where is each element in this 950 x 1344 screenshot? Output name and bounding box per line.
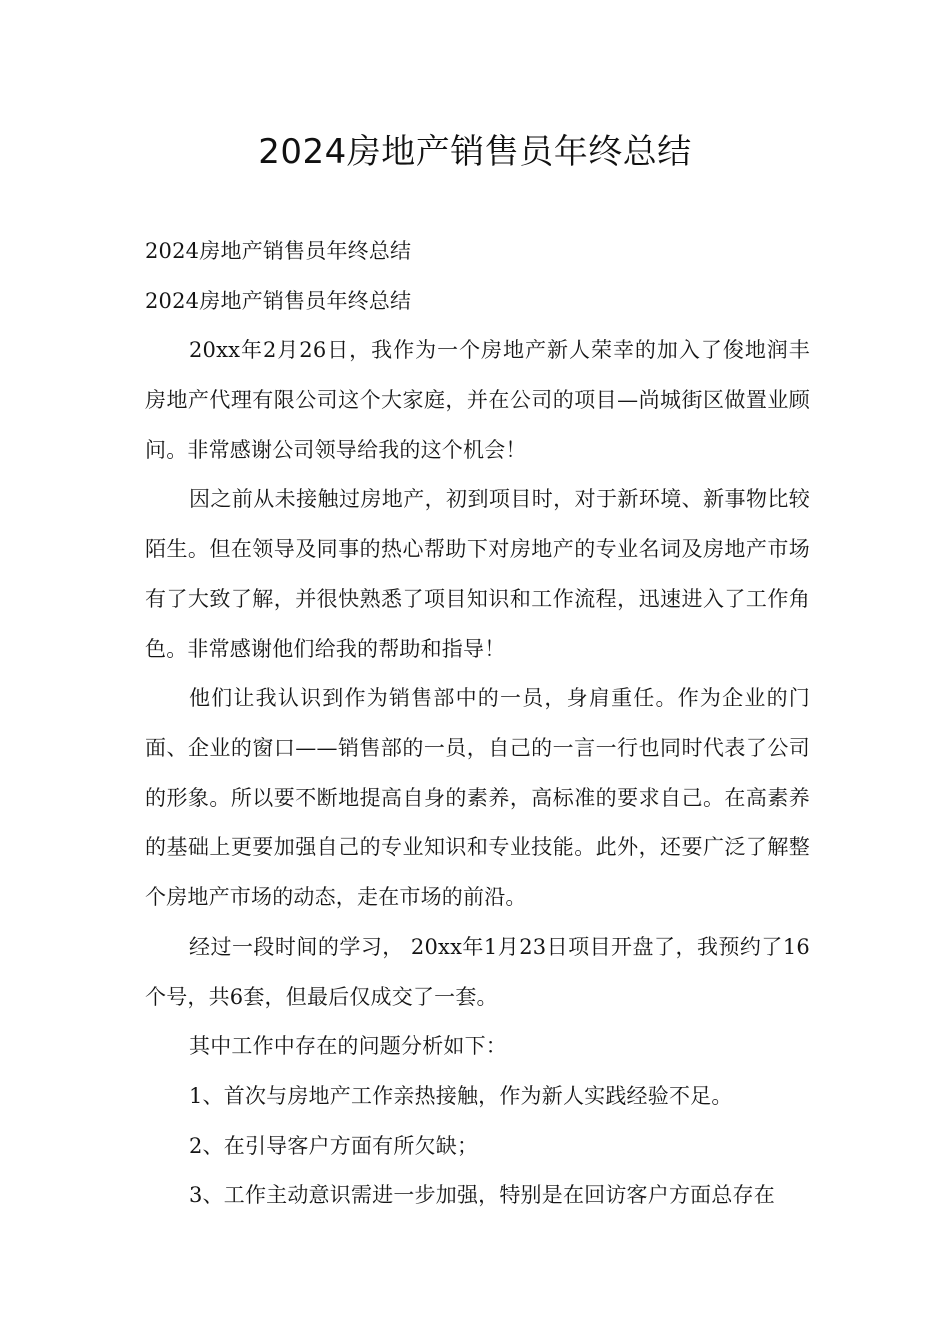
paragraph: 经过一段时间的学习， 20xx年1月23日项目开盘了，我预约了16个号，共6套，但最后仅成交了一套。 bbox=[145, 934, 810, 1009]
document-body bbox=[145, 227, 810, 1221]
paragraph: 他们让我认识到作为销售部中的一员，身肩重任。作为企业的门面、企业的窗口——销售部的一员，自己的一言一行也同时代表了公司的形象。所以要不断地提高自身的素养，高标准的要求自己。在高素养的基础上更要加强自己的专业知识和专业技能。此外，还要广泛了解整个房地产市场的动态，走在市场的前沿。 bbox=[145, 686, 810, 910]
list-item: 3、工作主动意识需进一步加强，特别是在回访客户方面总存在 bbox=[189, 1183, 775, 1208]
list-item: 1、首次与房地产工作亲热接触，作为新人实践经验不足。 bbox=[189, 1083, 733, 1108]
list-item: 2、在引导客户方面有所欠缺； bbox=[189, 1133, 479, 1158]
paragraph: 因之前从未接触过房地产，初到项目时，对于新环境、新事物比较陌生。但在领导及同事的热心帮助下对房地产的专业名词及房地产市场有了大致了解，并很快熟悉了项目知识和工作流程，迅速进入了工作角色。非常感谢他们给我的帮助和指导！ bbox=[145, 487, 810, 661]
paragraph: 20xx年2月26日，我作为一个房地产新人荣幸的加入了俊地润丰房地产代理有限公司这个大家庭，并在公司的项目—尚城街区做置业顾问。非常感谢公司领导给我的这个机会！ bbox=[145, 338, 810, 462]
document-title: 2024房地产销售员年终总结 bbox=[258, 132, 692, 172]
paragraph: 其中工作中存在的问题分析如下： bbox=[189, 1034, 507, 1059]
subtitle-line: 2024房地产销售员年终总结 bbox=[145, 239, 412, 263]
subtitle-line: 2024房地产销售员年终总结 bbox=[145, 288, 412, 313]
